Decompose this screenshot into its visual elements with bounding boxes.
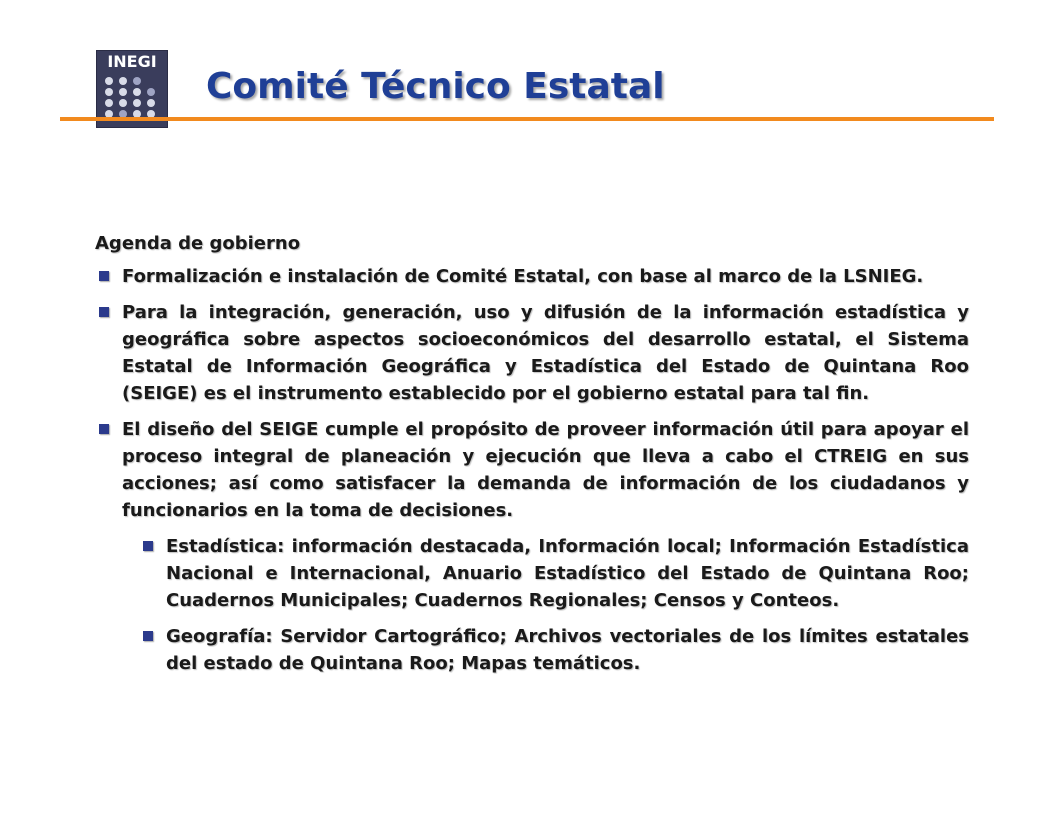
sub-bullet-text: Geografía: Servidor Cartográfico; Archivos vectoriales de los límites estatales del estado de Quintana Roo; Mapas temáticos. (166, 626, 969, 674)
square-bullet-icon (143, 631, 153, 641)
square-bullet-icon (99, 307, 109, 317)
bullet-text: El diseño del SEIGE cumple el propósito de proveer información útil para apoyar el proceso integral de planeación y ejecución que lleva a cabo el CTREIG en sus acciones; así como satisfacer la demanda de información de los ciudadanos y funcionarios en la toma de decisiones. (122, 419, 969, 521)
bullet-text: Para la integración, generación, uso y difusión de la información estadística y geográfica sobre aspectos socioeconómicos del desarrollo estatal, el Sistema Estatal de Información Geográfica y Estadística del Estado de Quintana Roo (SEIGE) es el instrumento establecido por el gobierno estatal para tal fin. (122, 302, 969, 404)
section-heading: Agenda de gobierno (95, 233, 301, 254)
header-divider (60, 117, 994, 121)
bullet-list (95, 263, 969, 677)
bullet-item (95, 299, 969, 407)
square-bullet-icon (99, 271, 109, 281)
slide-body (95, 230, 969, 686)
bullet-item (95, 416, 969, 524)
square-bullet-icon (143, 541, 153, 551)
bullet-text: Formalización e instalación de Comité Estatal, con base al marco de la LSNIEG. (122, 266, 924, 287)
sub-bullet-text: Estadística: información destacada, Información local; Información Estadística Nacional e Internacional, Anuario Estadístico del Estado de Quintana Roo; Cuadernos Municipales; Cuadernos Regionales; Censos y Conteos. (166, 536, 969, 611)
slide-title: Comité Técnico Estatal (206, 66, 665, 107)
square-bullet-icon (99, 424, 109, 434)
bullet-item (95, 263, 969, 290)
logo-text: INEGI (107, 52, 157, 71)
slide-header (0, 0, 1054, 140)
sub-bullet-item (139, 533, 969, 614)
sub-bullet-item (139, 623, 969, 677)
